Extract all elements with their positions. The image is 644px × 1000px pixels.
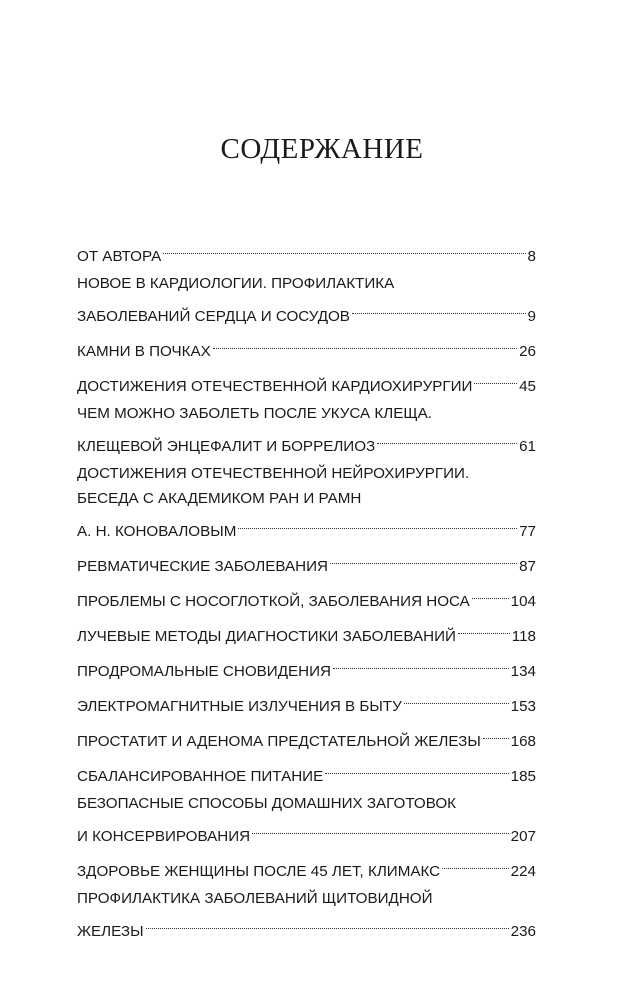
toc-entry-title-line: БЕЗОПАСНЫЕ СПОСОБЫ ДОМАШНИХ ЗАГОТОВОК — [77, 795, 457, 812]
dot-leader — [483, 721, 509, 746]
toc-entry-row — [77, 756, 536, 785]
toc-entry-title-line: ЛУЧЕВЫЕ МЕТОДЫ ДИАГНОСТИКИ ЗАБОЛЕВАНИЙ — [77, 628, 456, 645]
toc-entry-title-line: РЕВМАТИЧЕСКИЕ ЗАБОЛЕВАНИЯ — [77, 558, 328, 575]
toc-page-number: 153 — [510, 698, 536, 715]
toc-page-number: 104 — [510, 593, 536, 610]
toc-entry-row — [77, 851, 536, 880]
toc-entry-row — [77, 816, 536, 845]
toc-page-number: 224 — [510, 863, 536, 880]
toc-entry-row — [77, 686, 536, 715]
dot-leader — [146, 911, 509, 936]
toc-entry-row — [77, 296, 536, 325]
toc-page-number: 8 — [527, 248, 536, 265]
toc-page-number: 134 — [510, 663, 536, 680]
toc-entry-title-line: БЕСЕДА С АКАДЕМИКОМ РАН И РАМН — [77, 490, 362, 507]
toc-entry[interactable] — [77, 331, 536, 360]
toc-entry[interactable] — [77, 461, 536, 540]
toc-page-number: 26 — [519, 343, 536, 360]
toc-entry-title-line: СБАЛАНСИРОВАННОЕ ПИТАНИЕ — [77, 768, 324, 785]
toc-entry-row — [77, 581, 536, 610]
dot-leader — [474, 366, 517, 391]
dot-leader — [325, 756, 508, 781]
toc-entry-title-line: А. Н. КОНОВАЛОВЫМ — [77, 523, 237, 540]
toc-entry-row — [77, 511, 536, 540]
toc-entry[interactable] — [77, 401, 536, 455]
toc-entry-row — [77, 331, 536, 360]
toc-entry-title-line: НОВОЕ В КАРДИОЛОГИИ. ПРОФИЛАКТИКА — [77, 275, 395, 292]
toc-entry-title-line: ПРОБЛЕМЫ С НОСОГЛОТКОЙ, ЗАБОЛЕВАНИЯ НОСА — [77, 593, 470, 610]
toc-entry-title-line: ДОСТИЖЕНИЯ ОТЕЧЕСТВЕННОЙ КАРДИОХИРУРГИИ — [77, 378, 473, 395]
toc-entry[interactable] — [77, 236, 536, 265]
toc-page-number: 185 — [510, 768, 536, 785]
toc-entry-row — [77, 651, 536, 680]
toc-entry-title-line: КАМНИ В ПОЧКАХ — [77, 343, 211, 360]
toc-page-number: 118 — [511, 628, 536, 645]
toc-entry[interactable] — [77, 886, 536, 940]
dot-leader — [213, 331, 517, 356]
dot-leader — [252, 816, 509, 841]
dot-leader — [352, 296, 526, 321]
toc-entry-title-line: ЗДОРОВЬЕ ЖЕНЩИНЫ ПОСЛЕ 45 ЛЕТ, КЛИМАКС — [77, 863, 441, 880]
toc-entry-row — [77, 721, 536, 750]
dot-leader — [442, 851, 509, 876]
dot-leader — [238, 511, 517, 536]
page-title: СОДЕРЖАНИЕ — [220, 133, 424, 165]
toc-entry-row — [77, 366, 536, 395]
toc-entry-row — [77, 236, 536, 265]
toc-entry[interactable] — [77, 581, 536, 610]
toc-page-number: 87 — [519, 558, 536, 575]
toc-entry[interactable] — [77, 271, 536, 325]
toc-entry-title-line: ПРОДРОМАЛЬНЫЕ СНОВИДЕНИЯ — [77, 663, 331, 680]
toc-page-number: 236 — [510, 923, 536, 940]
toc-entry[interactable] — [77, 686, 536, 715]
toc-entry[interactable] — [77, 651, 536, 680]
toc-entry-title-line: ПРОФИЛАКТИКА ЗАБОЛЕВАНИЙ ЩИТОВИДНОЙ — [77, 890, 433, 907]
dot-leader — [163, 236, 525, 261]
dot-leader — [404, 686, 509, 711]
toc-page-number: 207 — [510, 828, 536, 845]
dot-leader — [458, 616, 510, 641]
toc-page-number: 61 — [519, 438, 536, 455]
toc-entry[interactable] — [77, 366, 536, 395]
toc-entry-row — [77, 911, 536, 940]
table-of-contents — [77, 236, 536, 946]
dot-leader — [330, 546, 517, 571]
toc-entry-title-line: КЛЕЩЕВОЙ ЭНЦЕФАЛИТ И БОРРЕЛИОЗ — [77, 438, 376, 455]
toc-entry-title-line: ЗАБОЛЕВАНИЙ СЕРДЦА И СОСУДОВ — [77, 308, 350, 325]
toc-entry[interactable] — [77, 616, 536, 645]
dot-leader — [333, 651, 509, 676]
toc-entry-title-line: И КОНСЕРВИРОВАНИЯ — [77, 828, 251, 845]
toc-page-number: 77 — [519, 523, 536, 540]
toc-entry-title-line: ЧЕМ МОЖНО ЗАБОЛЕТЬ ПОСЛЕ УКУСА КЛЕЩА. — [77, 405, 432, 422]
toc-page-number: 168 — [510, 733, 536, 750]
toc-entry-row — [77, 426, 536, 455]
toc-entry[interactable] — [77, 546, 536, 575]
toc-entry[interactable] — [77, 851, 536, 880]
toc-entry[interactable] — [77, 756, 536, 785]
toc-entry-title-line: ЖЕЛЕЗЫ — [77, 923, 144, 940]
toc-entry[interactable] — [77, 791, 536, 845]
toc-entry[interactable] — [77, 721, 536, 750]
toc-entry-title-line: ЭЛЕКТРОМАГНИТНЫЕ ИЗЛУЧЕНИЯ В БЫТУ — [77, 698, 402, 715]
toc-entry-title-line: ОТ АВТОРА — [77, 248, 162, 265]
toc-entry-row — [77, 546, 536, 575]
toc-page-number: 9 — [527, 308, 536, 325]
dot-leader — [377, 426, 517, 451]
toc-entry-row — [77, 616, 536, 645]
toc-page-number: 45 — [519, 378, 536, 395]
toc-entry-title-line: ДОСТИЖЕНИЯ ОТЕЧЕСТВЕННОЙ НЕЙРОХИРУРГИИ. — [77, 465, 470, 482]
dot-leader — [472, 581, 509, 606]
toc-entry-title-line: ПРОСТАТИТ И АДЕНОМА ПРЕДСТАТЕЛЬНОЙ ЖЕЛЕЗЫ — [77, 733, 481, 750]
